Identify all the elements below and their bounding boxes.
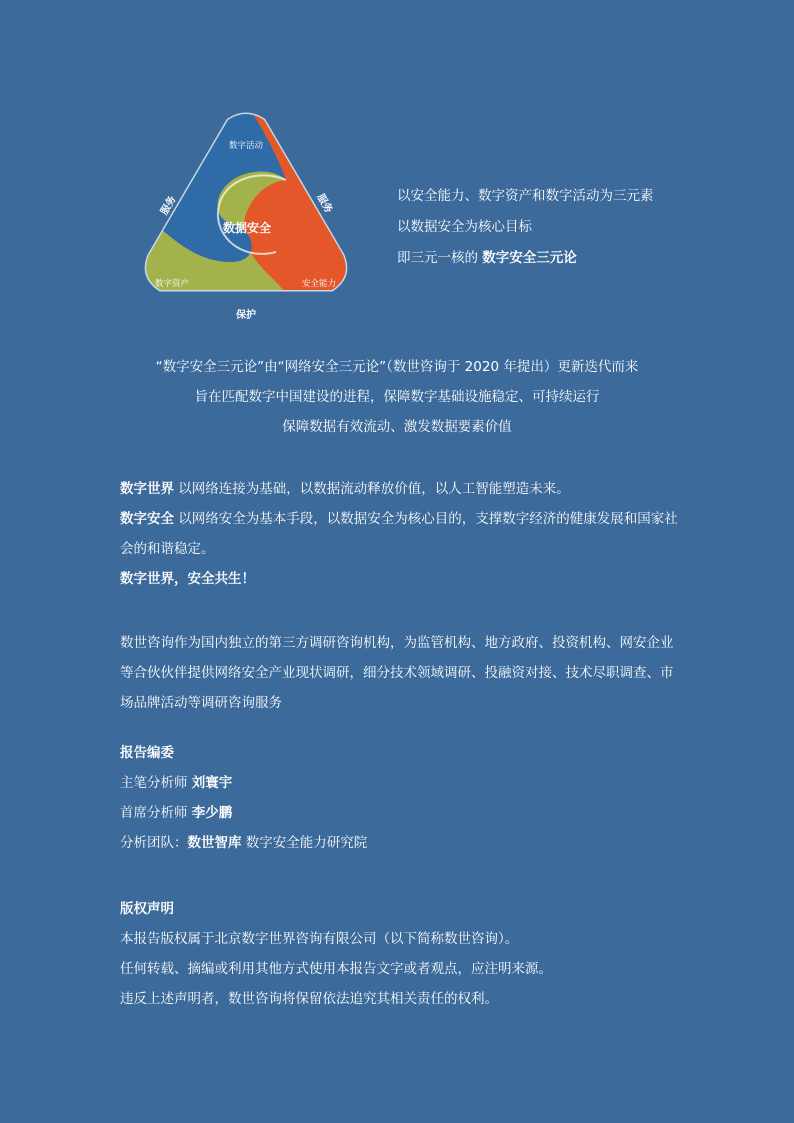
node-right-label: 安全能力	[301, 279, 337, 289]
copyright-line-2: 任何转载、摘编或利用其他方式使用本报告文字或者观点，应注明来源。	[120, 961, 552, 977]
intro-line-3-prefix: 即三元一核的	[397, 250, 483, 266]
analyst-team-suffix: 数字安全能力研究院	[241, 835, 368, 851]
definition-digital-world	[120, 474, 680, 504]
intro-line-3-bold: 数字安全三元论	[482, 250, 577, 266]
analyst-team-name: 数世智库	[187, 835, 242, 851]
lead-analyst-name: 李少鹏	[191, 805, 233, 821]
digital-world-text: 以网络连接为基础，以数据流动释放价值，以人工智能塑造未来。	[174, 481, 570, 497]
edge-right-label: 服务	[314, 192, 334, 216]
copyright-section	[120, 894, 680, 1014]
company-description: 数世咨询作为国内独立的第三方调研咨询机构，为监管机构、地方政府、投资机构、网安企业等合伙伙伴提供网络安全产业现状调研，细分技术领域调研、投融资对接、技术尽职调查、市场品牌活动等调研咨询服务	[120, 635, 674, 711]
digital-security-label: 数字安全	[120, 511, 174, 527]
chief-analyst-line	[120, 768, 680, 798]
copyright-line-1: 本报告版权属于北京数字世界咨询有限公司（以下简称数世咨询）。	[120, 931, 519, 947]
definition-digital-security	[120, 504, 680, 564]
security-triad-diagram	[136, 112, 356, 327]
theory-statement	[0, 352, 794, 442]
node-left-label: 数字资产	[154, 279, 190, 289]
digital-world-label: 数字世界	[120, 481, 174, 497]
digital-security-text: 以网络安全为基本手段，以数据安全为核心目的，支撑数字经济的健康发展和国家社会的和谐稳定。	[120, 511, 678, 557]
analyst-team-role: 分析团队：	[120, 835, 188, 851]
editorial-team-section	[120, 738, 680, 858]
slogan: 数字世界，安全共生！	[120, 571, 255, 587]
node-top-label: 数字活动	[228, 141, 264, 151]
lead-analyst-role: 首席分析师	[120, 805, 192, 821]
intro-line-2: 以数据安全为核心目标	[397, 219, 532, 235]
copyright-line-3: 违反上述声明者，数世咨询将保留依法追究其相关责任的权利。	[120, 991, 498, 1007]
analyst-team-line	[120, 828, 680, 858]
edge-bottom-label: 保护	[236, 310, 256, 321]
chief-analyst-role: 主笔分析师	[120, 775, 192, 791]
triad-intro	[397, 181, 654, 274]
intro-line-3	[397, 243, 654, 274]
statement-line-2: 旨在匹配数字中国建设的进程，保障数字基础设施稳定、可持续运行	[194, 389, 600, 405]
definitions-section	[120, 474, 680, 594]
center-label: 数据安全	[222, 221, 272, 235]
intro-line-1: 以安全能力、数字资产和数字活动为三元素	[397, 188, 654, 204]
statement-line-1: “数字安全三元论”由“网络安全三元论”（数世咨询于 2020 年提出）更新迭代而来	[155, 359, 639, 375]
statement-line-3: 保障数据有效流动、激发数据要素价值	[282, 419, 512, 435]
lead-analyst-line	[120, 798, 680, 828]
edge-left-label: 服务	[159, 194, 179, 218]
copyright-title: 版权声明	[120, 901, 174, 917]
team-title: 报告编委	[120, 745, 174, 761]
chief-analyst-name: 刘寰宇	[191, 775, 233, 791]
company-section	[120, 628, 680, 718]
